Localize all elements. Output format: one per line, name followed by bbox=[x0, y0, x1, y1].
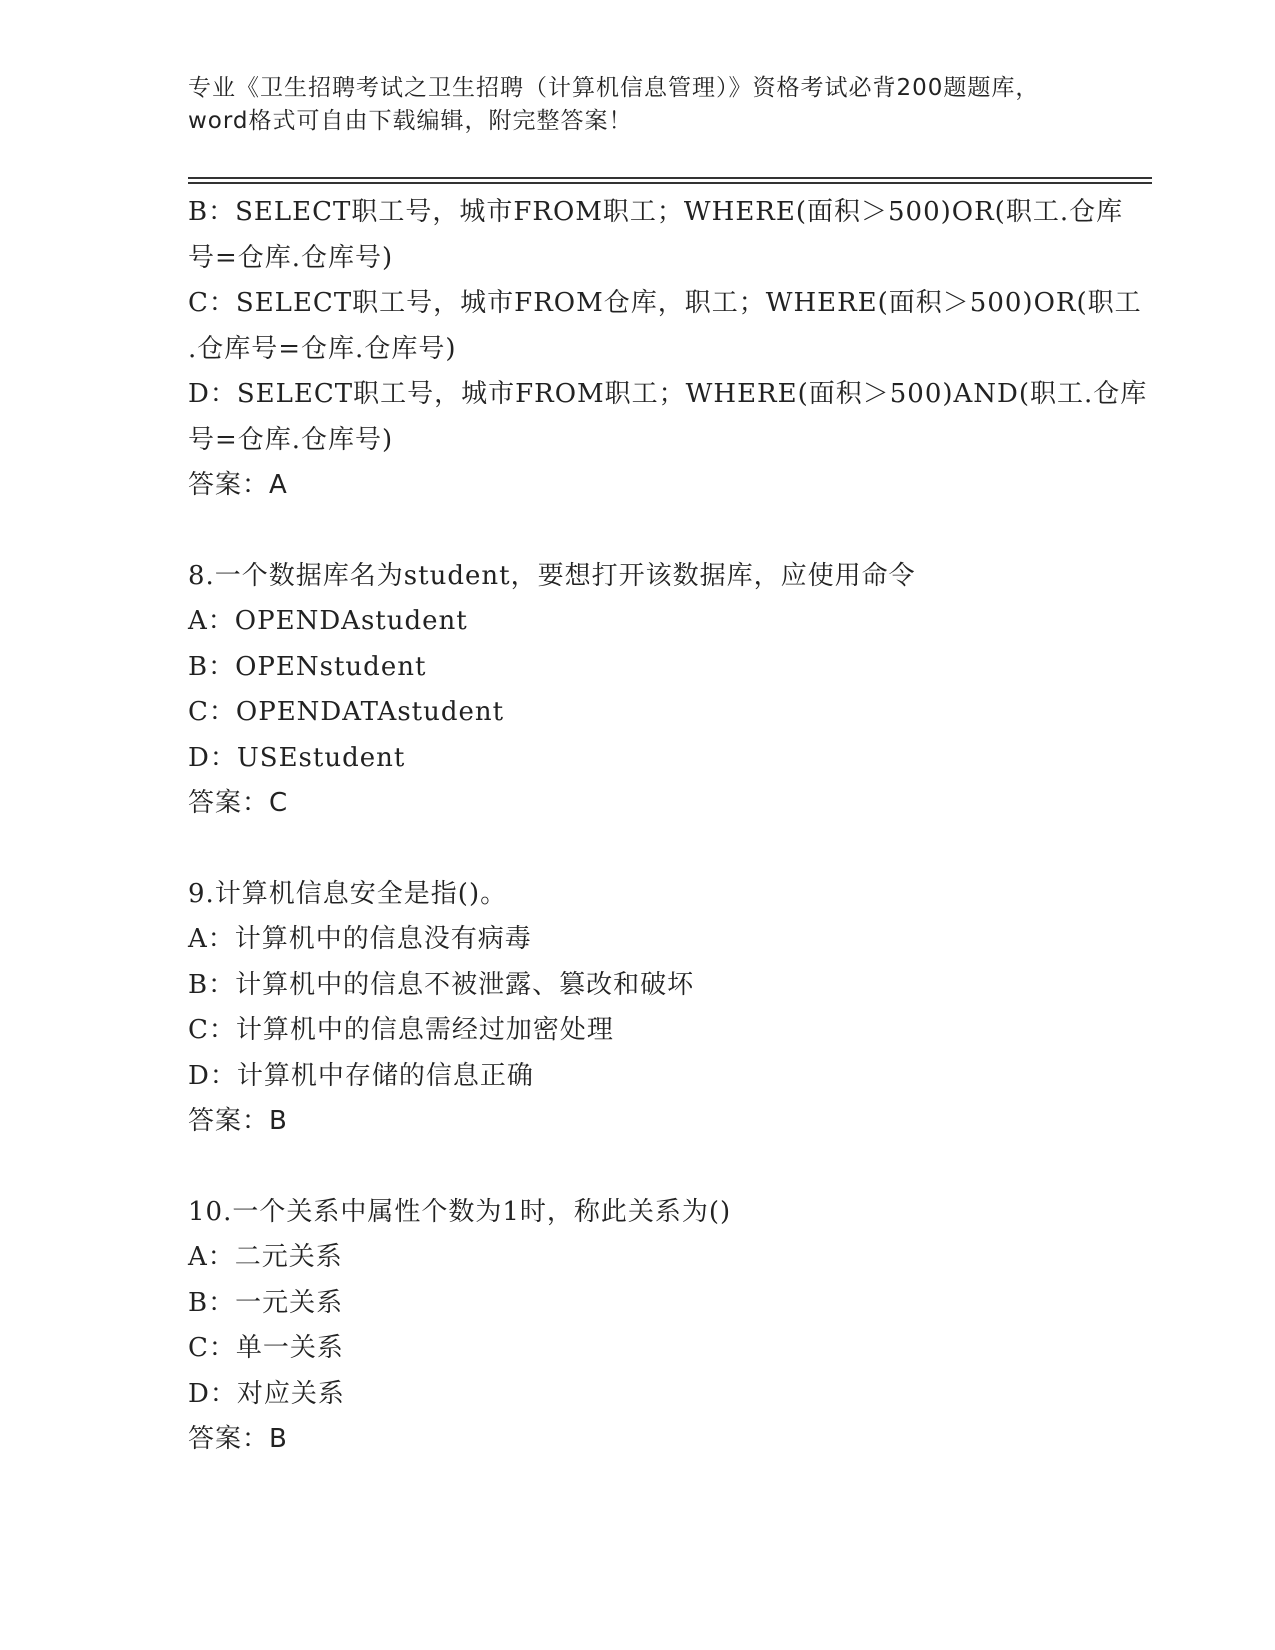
answer: 答案：A bbox=[188, 470, 288, 500]
document-header bbox=[188, 72, 1088, 138]
option-b-line-2: 号=仓库.仓库号) bbox=[188, 242, 394, 273]
option-b: B：一元关系 bbox=[188, 1287, 344, 1318]
question-text: 9.计算机信息安全是指()。 bbox=[188, 878, 508, 909]
option-c: C：OPENDATAstudent bbox=[188, 697, 505, 727]
option-c: C：计算机中的信息需经过加密处理 bbox=[188, 1015, 614, 1045]
answer: 答案：B bbox=[188, 1106, 288, 1136]
question-text: 8.一个数据库名为student，要想打开该数据库，应使用命令 bbox=[188, 560, 916, 591]
option-d: D：USEstudent bbox=[188, 742, 406, 773]
option-c-line-1: C：SELECT职工号，城市FROM仓库，职工；WHERE(面积＞500)OR(职工 bbox=[188, 288, 1142, 318]
option-b: B：OPENstudent bbox=[188, 651, 427, 682]
option-b: B：计算机中的信息不被泄露、篡改和破坏 bbox=[188, 969, 695, 1000]
option-c-line-2: .仓库号=仓库.仓库号) bbox=[188, 333, 457, 364]
question-10 bbox=[188, 1190, 1088, 1463]
header-line-2: word格式可自由下载编辑，附完整答案！ bbox=[188, 108, 633, 134]
option-a: A：二元关系 bbox=[188, 1242, 343, 1272]
answer: 答案：B bbox=[188, 1424, 288, 1454]
option-d-line-1: D：SELECT职工号，城市FROM职工；WHERE(面积＞500)AND(职工.仓库 bbox=[188, 379, 1148, 409]
question-8 bbox=[188, 554, 1088, 827]
option-d-line-2: 号=仓库.仓库号) bbox=[188, 424, 394, 455]
option-d: D：计算机中存储的信息正确 bbox=[188, 1060, 534, 1091]
header-divider-bottom bbox=[188, 182, 1152, 184]
answer: 答案：C bbox=[188, 788, 289, 818]
question-text: 10.一个关系中属性个数为1时，称此关系为() bbox=[188, 1196, 732, 1227]
question-9 bbox=[188, 872, 1088, 1145]
question-spacer bbox=[188, 1145, 1088, 1190]
question-7-tail bbox=[188, 190, 1148, 509]
option-a: A：计算机中的信息没有病毒 bbox=[188, 924, 532, 954]
question-spacer bbox=[188, 827, 1088, 872]
question-spacer bbox=[188, 509, 1088, 554]
option-c: C：单一关系 bbox=[188, 1333, 344, 1363]
option-b-line-1: B：SELECT职工号，城市FROM职工；WHERE(面积＞500)OR(职工.仓库 bbox=[188, 197, 1124, 227]
header-line-1: 专业《卫生招聘考试之卫生招聘（计算机信息管理）》资格考试必背200题题库， bbox=[188, 75, 1040, 101]
question-list bbox=[188, 190, 1148, 1463]
option-a: A：OPENDAstudent bbox=[188, 606, 468, 636]
option-d: D：对应关系 bbox=[188, 1378, 345, 1409]
header-divider-top bbox=[188, 177, 1152, 179]
